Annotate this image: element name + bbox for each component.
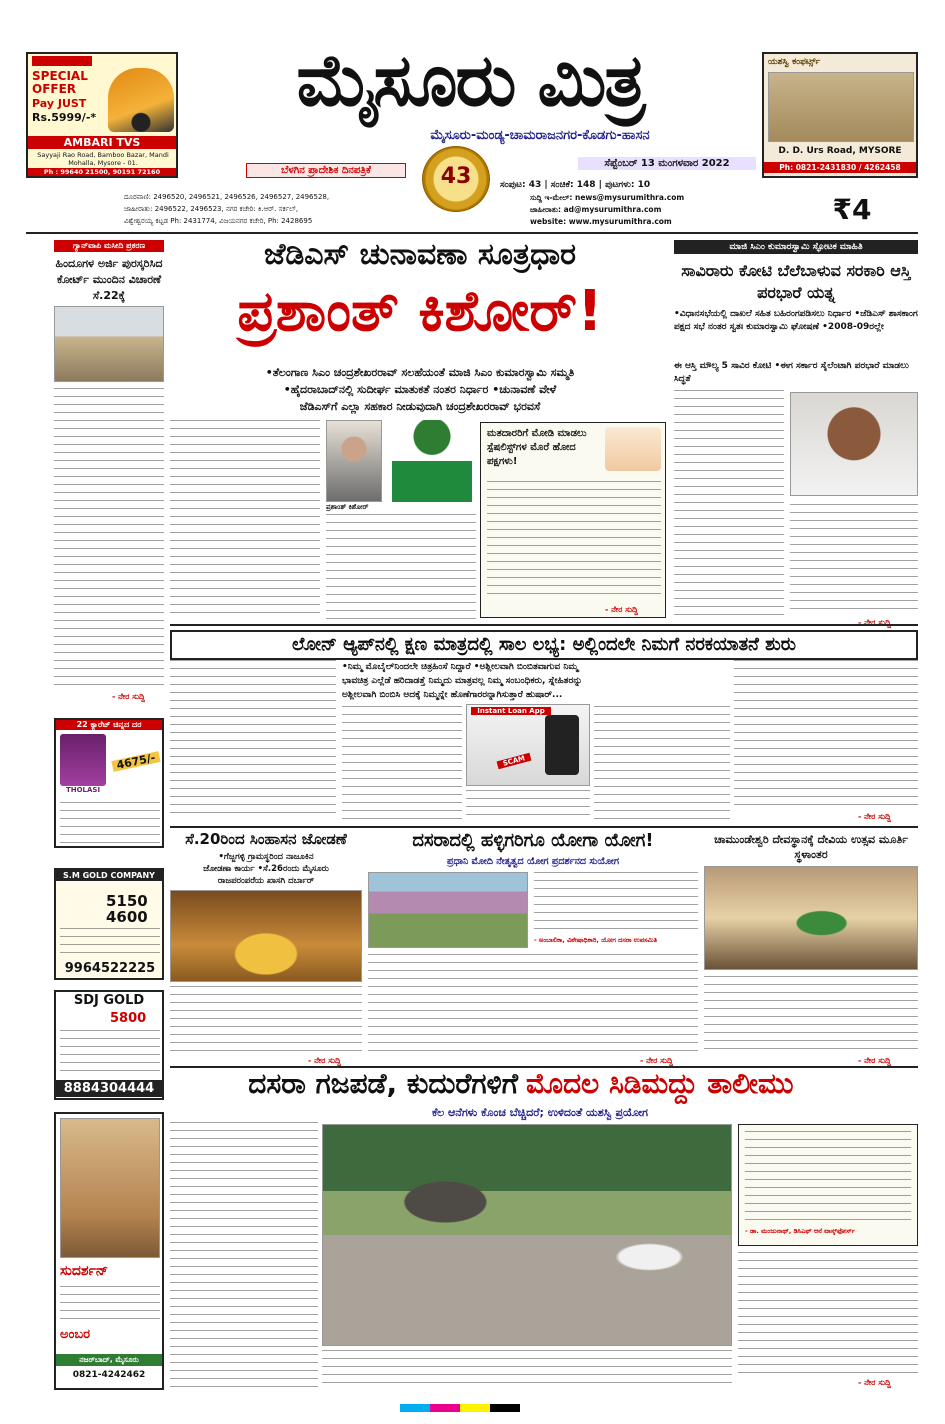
section-rule-1 [170,624,918,626]
hotel-ad[interactable] [54,1112,164,1390]
paper-tagline: ಬೆಳಗಿನ ಪ್ರಾದೇಶಿಕ ದಿನಪತ್ರಿಕೆ [246,163,406,178]
loan-body-col-3 [594,706,730,820]
dasara-body-col-1 [170,1122,318,1390]
ambara-name: ಅಂಬರ [60,1327,91,1342]
loan-byline: - ನೇರ ಸುದ್ದಿ [858,812,891,821]
lead-kicker: ಜೆಡಿಎಸ್ ಚುನಾವಣಾ ಸೂತ್ರಧಾರ [264,237,576,272]
yashaswi-ad[interactable] [762,52,918,178]
tvs-logo [32,56,92,66]
loan-graphic-caption [466,790,590,820]
yashaswi-name: ಯಶಸ್ವಿ ಕಂಫರ್ಟ್ಸ್ [768,57,821,67]
dasara-body-col-2 [322,1350,732,1390]
smgold-text [60,928,160,958]
website: website: www.mysurumithra.com [530,217,672,226]
paper-title: ಮೈಸೂರು ಮಿತ್ರ [296,38,644,122]
gold-rate-title: 22 ಕ್ಯಾರೆಟ್ ಚಿನ್ನದ ದರ [56,720,162,730]
smgold-ad[interactable] [54,868,164,980]
dasara-headline-a: ದಸರಾ ಗಜಪಡೆ, ಕುದುರೆಗಳಿಗೆ [248,1067,518,1100]
dasara-sub: ಕೆಲ ಆನೆಗಳು ಕೊಂಚ ಬೆಚ್ಚಿದರೆ; ಉಳಿದಂತೆ ಯಶಸ್ವಿ ಪ್ರಯೋಗ [432,1106,648,1119]
section-rule-2 [170,826,918,828]
phone-icon [545,715,579,775]
lead-body-col-2 [326,514,476,620]
loan-sub-1: •ನಿಮ್ಮ ಮೊಬೈಲ್‌ನಿಂದಲೇ ಚಿತ್ರಹಿಂಸೆ ನಿದ್ದಾರೆ •ಅಶ್ಲೀಲವಾಗಿ ಬಿಂಬಿತವಾಗುವ ನಿಮ್ಮ [342,662,579,672]
yoga-body [368,954,698,1054]
building-image [768,72,914,142]
hotel-building-image [60,1118,160,1258]
right-body-col-1 [674,390,784,620]
left-kicker: ಗ್ಯಾನ್‌ವಾಪಿ ಮಸೀದಿ ಪ್ರಕರಣ [54,240,164,252]
tholasi-rate: 4675/- [111,751,160,772]
temple-body [704,976,918,1052]
phone-line-3: ವಿಶ್ವೇಶ್ವರಯ್ಯ ಕಟ್ಟಡ Ph: 2431774, ವಿಜಯನಗರ ಕಚೇರಿ, Ph: 2428695 [124,217,313,225]
color-registration-strip [400,1404,550,1412]
dasara-quote [745,1131,911,1223]
tvs-name: AMBARI TVS [28,136,176,149]
throne-byline: - ನೇರ ಸುದ್ದಿ [308,1056,341,1065]
left-headline: ಹಿಂದೂಗಳ ಅರ್ಜಿ ಪುರಸ್ಕರಿಸಿದ ಕೋರ್ಟ್ ಮುಂದಿನ ವಿಚಾರಣೆ ಸೆ.22ಕ್ಕೆ [55,257,163,302]
elephants-cannon-photo [322,1124,732,1346]
tvs-address: Sayyaji Rao Road, Bamboo Bazar, Mandi Mohalla, Mysore - 01. [37,151,169,167]
yoga-byline: - ನೇರ ಸುದ್ದಿ [640,1056,673,1065]
scooter-image [108,68,174,132]
phone-line-2: ಜಾಹೀರಾತು: 2496522, 2496523, ನಗರ ಕಚೇರಿ: ಕಿ.ಆರ್. ಸರ್ಕಲ್, [124,205,299,213]
paper-regions: ಮೈಸೂರು-ಮಂಡ್ಯ-ಚಾಮರಾಜನಗರ-ಕೊಡಗು-ಹಾಸನ [430,128,650,143]
throne-headline: ಸೆ.20ರಿಂದ ಸಿಂಹಾಸನ ಜೋಡಣೆ [185,830,347,848]
left-body [54,388,164,688]
dasara-headline-b: ಮೊದಲ ಸಿಡಿಮದ್ದು ತಾಲೀಮು [526,1067,794,1100]
smgold-22k-rate: 4600 [106,908,148,926]
yoga-quote-sig: - ಅಂಬಾಲಿಕಾ, ವಿಶೇಷಾಧಿಕಾರಿ, ಯೋಗ ದಸರಾ ಉಪಸಮಿತಿ [534,936,658,944]
sudarshan-name: ಸುದರ್ಶನ್ [60,1263,109,1279]
temple-headline: ಚಾಮುಂಡೇಶ್ವರಿ ದೇವಸ್ಥಾನಕ್ಕೆ ದೇವಿಯ ಉತ್ಸವ ಮೂರ್ತಿ ಸ್ಥಳಾಂತರ [714,833,908,861]
throne-sub-1: •ಗೆಜ್ಜಗಳ್ಳಿ ಗ್ರಾಮಸ್ಥರಿಂದ ನಾಜೂಕಿನ [218,852,314,862]
golden-throne-photo [170,890,362,982]
lead-bullet-3: ಜೆಡಿಎಸ್‌ಗೆ ಎಲ್ಲಾ ಸಹಕಾರ ನೀಡುವುದಾಗಿ ಚಂದ್ರಶೇಖರರಾವ್ ಭರವಸೆ [299,400,541,413]
loan-sub-2: ಭಾವಚಿತ್ರ ಎಲ್ಲೆಡೆ ಹರಿದಾಡತ್ತೆ ನಿಮ್ಮದು ಮಾತ್ರವಲ್ಲ ನಿಮ್ಮ ಸಂಬಂಧಿಕರು, ಸ್ನೇಹಿತರನ್ನು [342,676,583,686]
lead-headline: ಪ್ರಶಾಂತ್ ಕಿಶೋರ್! [237,279,603,344]
photo-caption: ಪ್ರಶಾಂತ್ ಕಿಶೋರ್ [326,503,369,511]
yashaswi-address: D. D. Urs Road, MYSORE [778,146,902,156]
hotel-address: ನಜರ್‌ಬಾದ್, ಮೈಸೂರು [56,1354,162,1366]
smgold-name: S.M GOLD COMPANY [56,870,162,881]
tvs-phone: Ph : 99640 21500, 90191 72160 [28,168,176,176]
left-byline: - ನೇರ ಸುದ್ದಿ [112,692,145,701]
yoga-sub: ಪ್ರಧಾನಿ ಮೋದಿ ನೇತೃತ್ವದ ಯೋಗ ಪ್ರದರ್ಶನದ ಸುಯೋಗ [446,856,620,867]
modi-icon [605,427,661,471]
throne-body [170,986,362,1054]
dasara-byline: - ನೇರ ಸುದ್ದಿ [858,1378,891,1387]
loan-body-col-1 [170,660,336,820]
lead-byline: - ನೇರ ಸುದ್ದಿ [605,605,638,614]
tvs-price: Rs.5999/-* [32,111,97,124]
issue-date: ಸೆಪ್ಟೆಂಬರ್ 13 ಮಂಗಳವಾರ 2022 [578,157,756,170]
lady-farmer-graphic [392,420,472,502]
hotel-phone: 0821-4242462 [72,1370,146,1380]
right-body-col-2 [790,504,918,614]
loan-sub-3: ಅಶ್ಲೀಲವಾಗಿ ಬಿಂಬಿಸಿ ಅದಕ್ಕೆ ನಿಮ್ಮನ್ನೇ ಹೊಣೆಗಾರರನ್ನಾಗಿಸುತ್ತಾರೆ ಹುಷಾರ್... [342,690,563,700]
yoga-photo [368,872,528,948]
tvs-pay: Pay JUST [32,97,87,110]
sdj-rate: 5800 [110,1011,147,1026]
tholasi-logo [60,734,106,786]
right-bullet-1: •ವಿಧಾನಸಭೆಯಲ್ಲಿ ದಾಖಲೆ ಸಹಿತ ಬಹಿರಂಗಪಡಿಸಲು ನಿರ್ಧಾರ •ಜೆಡಿಎಸ್ ಶಾಸಕಾಂಗ ಪಕ್ಷದ ಸಭೆ ನಂತರ ಸ್ವತಃ ಕುಮಾರಸ್ವಾಮಿ ಘೋಷಣೆ •2008-09ರಲ್ಲೇ [674,309,918,332]
dasara-quote-sig: - ಡಾ. ಮಂಜುನಾಥ್, ಡಿಸಿಎಫ್ ಆನೆ ಟಾಸ್ಕ್‌ಫೋರ್ಸ್ [745,1227,856,1235]
sdj-text [60,1030,160,1074]
loan-body-col-2 [342,706,462,820]
anniversary-number: 43 [440,164,472,189]
phone-line-1: ದೂರವಾಣಿ: 2496520, 2496521, 2496526, 2496527, 2496528, [124,193,330,201]
right-bullet-2: ಈ ಆಸ್ತಿ ಮೌಲ್ಯ 5 ಸಾವಿರ ಕೋಟಿ •ಈಗ ಸರ್ಕಾರ ಸೈಲೆಂಟಾಗಿ ಪರಭಾರೆ ಮಾಡಲು ಸಿದ್ಧತೆ [674,361,909,384]
yoga-quote [534,872,698,932]
lead-body-col-1 [170,420,320,620]
yoga-headline: ದಸರಾದಲ್ಲಿ ಹಳ್ಳಿಗರಿಗೂ ಯೋಗಾ ಯೋಗ! [412,830,654,851]
specialists-box-head: ಮತದಾರರಿಗೆ ಮೋಡಿ ಮಾಡಲು ಸ್ಪೆಷಲಿಸ್ಟ್‌ಗಳ ಮೊರೆ ಹೋದ ಪಕ್ಷಗಳು! [487,428,587,467]
throne-sub-3: ರಾಜಪರಂಪರೆಯ ಖಾಸಗಿ ದರ್ಬಾರ್ [217,876,315,886]
mosque-photo [54,306,164,382]
kumaraswamy-photo [790,392,918,496]
volume-info: ಸಂಪುಟ: 43 | ಸಂಚಿಕೆ: 148 | ಪುಟಗಳು: 10 [500,180,651,190]
tvs-offer: SPECIAL OFFER [32,69,88,96]
dasara-body-col-3 [738,1252,918,1376]
hotel-text [60,1286,160,1322]
smgold-24k-rate: 5150 [106,892,148,910]
gold-rate-ad[interactable] [54,718,164,848]
dasara-quote-box [738,1124,918,1246]
loan-headline: ಲೋನ್ ಆ್ಯಪ್‌ನಲ್ಲಿ ಕ್ಷಣ ಮಾತ್ರದಲ್ಲಿ ಸಾಲ ಲಭ್ಯ: ಅಲ್ಲಿಂದಲೇ ನಿಮಗೆ ನರಕಯಾತನೆ ಶುರು [170,630,918,660]
specialists-body [487,481,661,601]
right-kicker: ಮಾಜಿ ಸಿಎಂ ಕುಮಾರಸ್ವಾಮಿ ಸ್ಫೋಟಕ ಮಾಹಿತಿ [674,240,918,254]
specialists-box [480,422,666,618]
email-ad: ಜಾಹೀರಾತು: ad@mysurumithra.com [530,205,662,214]
sdj-gold-ad[interactable] [54,990,164,1100]
right-headline: ಸಾವಿರಾರು ಕೋಟಿ ಬೆಲೆಬಾಳುವ ಸರಕಾರಿ ಆಸ್ತಿ ಪರಭಾರೆ ಯತ್ನ [681,261,911,302]
price: ₹4 [832,193,872,226]
tholasi-address [60,802,160,844]
tholasi-name: THOLASI [65,786,101,794]
lead-bullet-1: •ತೆಲಂಗಾಣ ಸಿಎಂ ಚಂದ್ರಶೇಖರರಾವ್ ಸಲಹೆಯಂತೆ ಮಾಜಿ ಸಿಎಂ ಕುಮಾರಸ್ವಾಮಿ ಸಮ್ಮತಿ [265,366,575,379]
right-byline: - ನೇರ ಸುದ್ದಿ [858,618,891,627]
masthead-rule [26,232,918,234]
sdj-phone: 8884304444 [56,1080,162,1097]
smgold-phone: 9964522225 [64,961,156,976]
loan-app-graphic [466,704,590,786]
scam-label: SCAM [497,753,532,770]
tvs-ad[interactable] [26,52,178,178]
loan-body-col-4 [734,660,918,810]
yashaswi-phone: Ph: 0821-2431830 / 4262458 [764,162,916,173]
lead-bullet-2: •ಹೈದರಾಬಾದ್‌ನಲ್ಲಿ ಸುದೀರ್ಘ ಮಾತುಕತೆ ನಂತರ ನಿರ್ಧಾರ •ಚುನಾವಣೆ ವೇಳೆ [283,383,557,396]
prashant-kishor-photo [326,420,382,502]
temple-byline: - ನೇರ ಸುದ್ದಿ [858,1056,891,1065]
throne-sub-2: ಜೋಡಣಾ ಕಾರ್ಯ •ಸೆ.26ರಂದು ಮೈಸೂರು [203,864,329,874]
loan-app-label: Instant Loan App [471,707,551,715]
email-news: ಸುದ್ದಿ ಇ-ಮೇಲ್: news@mysurumithra.com [530,193,685,202]
temple-idol-photo [704,866,918,970]
sdj-name: SDJ GOLD [73,993,145,1008]
